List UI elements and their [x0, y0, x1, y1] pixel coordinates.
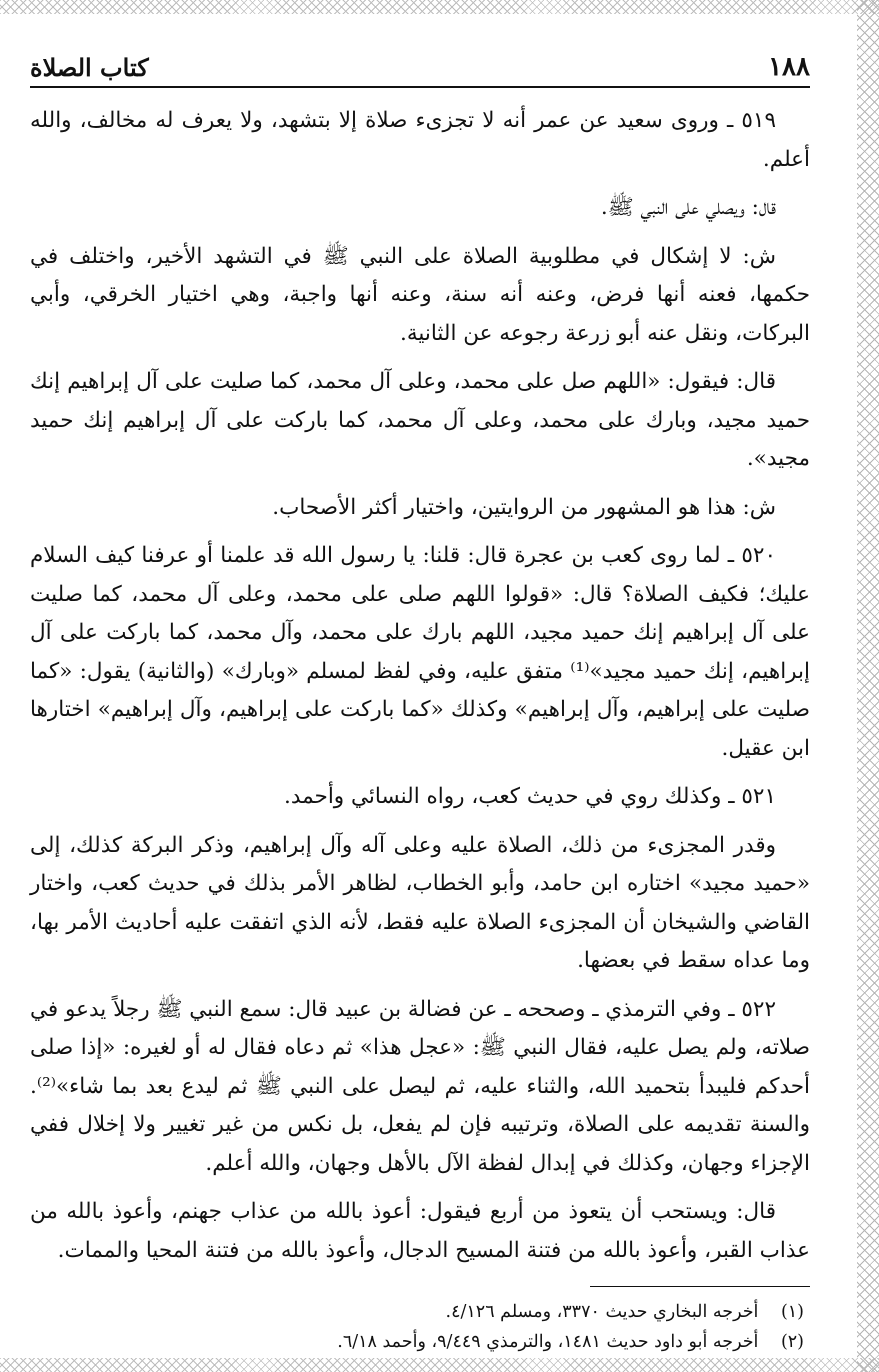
footnote — [30, 1297, 810, 1327]
running-title: كتاب الصلاة — [30, 53, 149, 82]
paragraph-522: ٥٢٢ ـ وفي الترمذي ـ وصححه ـ عن فضالة بن عبيد قال: سمع النبي ﷺ رجلاً يدعو في صلاته، ولم يصل عليه، فقال النبي ﷺ: «عجل هذا» ثم دعاه فقال له أو لغيره: «إذا صلى أحدكم فليبدأ بتحميد الله، والثناء عليه، ثم ليصل على النبي ﷺ ثم ليدع بعد بما شاء»⁽²⁾. والسنة تقديمه على الصلاة، وترتيبه فإن لم يفعل، بل نكس من غير تغيير ولا إخلال ففي الإجزاء وجهان، وكذلك في إبدال لفظة الآل بالأهل وجهان، والله أعلم. — [30, 996, 810, 1176]
footnote-text: أخرجه أبو داود حديث ١٤٨١، والترمذي ٩/٤٤٩، وأحمد ٦/١٨. — [337, 1332, 759, 1352]
footnote-divider — [590, 1286, 810, 1287]
paragraph-519: ٥١٩ ـ وروى سعيد عن عمر أنه لا تجزىء صلاة إلا بتشهد، ولا يعرف له مخالف، والله أعلم. — [30, 108, 810, 172]
paragraph-qal-taawwudh: قال: ويستحب أن يتعوذ من أربع فيقول: أعوذ بالله من عذاب جهنم، وأعوذ بالله من عذاب القبر، وأعوذ بالله من فتنة المسيح الدجال، وأعوذ بالله من فتنة المحيا والممات. — [30, 1199, 810, 1263]
footnotes — [30, 1297, 810, 1357]
book-page — [30, 42, 810, 1357]
paragraph-sharh-hukm: ش: لا إشكال في مطلوبية الصلاة على النبي ﷺ في التشهد الأخير، واختلف في حكمها، فعنه أنها فرض، وعنه أنه سنة، وعنه أنها واجبة، وهي اختيار الخرقي، وأبي البركات، ونقل عنه أبو زرعة رجوعه عن الثانية. — [30, 243, 810, 346]
paragraph-521: ٥٢١ ـ وكذلك روي في حديث كعب، رواه النسائي وأحمد. — [283, 784, 776, 809]
paragraph-qal-salat: قال: ويصلي على النبي ﷺ. — [600, 195, 776, 220]
footnote — [30, 1327, 810, 1357]
paragraph-qal-allahumma: قال: فيقول: «اللهم صل على محمد، وعلى آل محمد، كما صليت على آل إبراهيم إنك حميد مجيد، وبارك على محمد، وعلى آل محمد، كما باركت على آل إبراهيم إنك حميد مجيد». — [30, 369, 810, 471]
page-header — [30, 42, 810, 88]
paragraph-520: ٥٢٠ ـ لما روى كعب بن عجرة قال: قلنا: يا رسول الله قد علمنا أو عرفنا كيف السلام عليك؛ فكيف الصلاة؟ قال: «قولوا اللهم صلى على محمد، وعلى آل محمد، كما صليت على آل إبراهيم إنك حميد مجيد، اللهم بارك على محمد، وآل محمد، كما باركت على آل إبراهيم، إنك حميد مجيد»⁽¹⁾ متفق عليه، وفي لفظ لمسلم «وبارك» (والثانية) يقول: «كما صليت على إبراهيم، وآل إبراهيم» وكذلك «كما باركت على إبراهيم، وآل إبراهيم» اختارها ابن عقيل. — [30, 543, 810, 761]
decorative-border-top — [0, 0, 879, 14]
decorative-border-bottom — [0, 1358, 879, 1372]
footnote-text: أخرجه البخاري حديث ٣٣٧٠، ومسلم ٤/١٢٦. — [445, 1302, 759, 1322]
decorative-border-right — [857, 0, 879, 1372]
paragraph-qadr-mujzi: وقدر المجزىء من ذلك، الصلاة عليه وعلى آله وآل إبراهيم، وذكر البركة كذلك، إلى «حميد مجيد» اختاره ابن حامد، وأبو الخطاب، لظاهر الأمر بذلك في حديث كعب، واختار القاضي والشيخان أن المجزىء الصلاة عليه فقط، لأنه الذي اتفقت عليه أحاديث الأمر بها، وما عداه سقط في بعضها. — [30, 832, 810, 973]
paragraph-sharh-mashhur: ش: هذا هو المشهور من الروايتين، واختيار أكثر الأصحاب. — [272, 494, 776, 520]
page-number: ١٨٨ — [768, 52, 810, 82]
footnote-number: (١) — [780, 1302, 804, 1322]
page-body — [30, 102, 810, 1270]
footnote-number: (٢) — [780, 1332, 804, 1352]
